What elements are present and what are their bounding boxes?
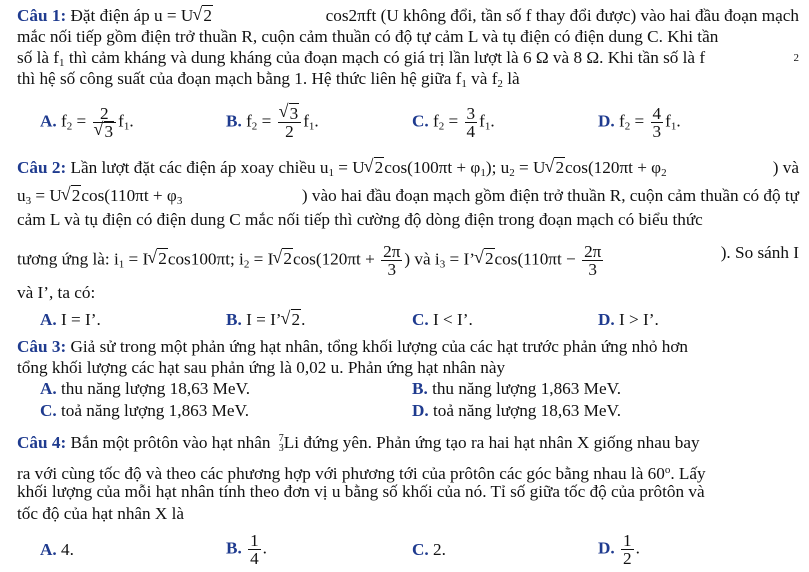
q4-option-c[interactable]: C. 2. [412,540,446,559]
q4-line-1: Câu 4: Bắn một prôtôn vào hạt nhân 7 3 Li đứng yên. Phản ứng tạo ra hai hạt nhân X giống nhau bay [17,433,700,455]
q3-option-d[interactable]: D. toả năng lượng 18,63 MeV. [412,401,622,420]
q1-line-2: mắc nối tiếp gồm điện trở thuần R, cuộn cảm thuần có độ tự cảm L và tụ điện có điện dung C. Khi tần [17,27,719,46]
question-3-label: Câu 3: [17,337,67,356]
sqrt-2: √ 2 [193,6,213,26]
q2-option-b[interactable]: B. I = I’√ 2. [226,310,305,330]
q2-option-d[interactable]: D. I > I’. [598,310,659,329]
q1-line-1 [17,6,799,26]
q2-option-a[interactable]: A. I = I’. [40,310,101,329]
q1-option-d[interactable]: D. $f_2$ = $\frac{4}{3}$ $f_1$. [598,104,681,141]
question-1-label: Câu 1: [17,6,67,25]
q4-option-a[interactable]: A. 4. [40,540,74,559]
q2-option-c[interactable]: C. I < I’. [412,310,473,329]
q2-line-1: Câu 2: Lần lượt đặt các điện áp xoay chiều $u_1 = U√$ $2\cos(100\pi t + \varphi_1)$; $u_2 = U√$ $2\cos(120\pi t + \varphi_2$ ) và [17,158,799,183]
q1-option-c[interactable]: C. $f_2$ = $\frac{3}{4}$ $f_1$. [412,104,495,141]
q4-line-3: khối lượng của mỗi hạt nhân tính theo đơn vị u bằng số khối của nó. Tỉ số giữa tốc độ của prôtôn và [17,482,705,501]
q4-line-4: tốc độ của hạt nhân X là [17,504,185,523]
q1-option-a[interactable]: A. $f_2$ = 2 √ 3 $f_1$. [40,105,134,140]
q4-option-b[interactable]: B. $\frac{1}{4}$ . [226,531,267,568]
q1-option-b[interactable]: B. $f_2$ = √ $\frac{3}{2}$ $f_1$. [226,105,319,140]
question-4-label: Câu 4: [17,433,67,452]
q2-line-4: tương ứng là: $i_1 = I√$ 2cos100πt; $i_2 = I√$ 2cos(120πt + $\frac{2\pi}{3}$ ) và $i_3$ = I’√ 2cos(110πt − $\frac{2\pi}{3}$ ). So sánh I [17,243,799,278]
q2-line-5: và I’, ta có: [17,283,96,302]
q1-text-1b: cos2πft (U không đổi, tần số f thay đổi được) vào hai đầu đoạn mạch [325,6,799,25]
q3-line-2: tổng khối lượng các hạt sau phản ứng là 0,02 u. Phản ứng hạt nhân này [17,358,506,377]
q3-option-b[interactable]: B. thu năng lượng 1,863 MeV. [412,379,622,398]
q1-text-1a: Đặt điện áp u = U [66,6,194,25]
q1-line-4: thì hệ số công suất của đoạn mạch bằng 1. Hệ thức liên hệ giữa $f_1$ và $f_2$ là [17,69,520,90]
q3-option-c[interactable]: C. toả năng lượng 1,863 MeV. [40,401,250,420]
isotope-numbers: 7 3 [278,433,284,455]
q2-line-2: $u_3 = U√$ $2\cos(110\pi t + \varphi_3$ ) vào hai đầu đoạn mạch gồm điện trở thuần R, cuộn cảm thuần có độ tự [17,186,799,211]
q4-line-2: ra với cùng tốc độ và theo các phương hợp với phương tới của prôtôn các góc bằng nhau là 60$^o$. Lấy [17,464,706,483]
q2-line-3: cảm L và tụ điện có điện dung C mắc nối tiếp thì cường độ dòng điện trong đoạn mạch có biểu thức [17,210,703,229]
q4-option-d[interactable]: D. $\frac{1}{2}$ . [598,531,640,568]
question-2-label: Câu 2: [17,158,67,177]
q1-line-3: số là $f_1$ thì cảm kháng và dung kháng của đoạn mạch có giá trị lần lượt là 6 Ω và 8 Ω. Khi tần số là f 2 [17,48,799,69]
q3-option-a[interactable]: A. thu năng lượng 18,63 MeV. [40,379,251,398]
q3-line-1: Câu 3: Giả sử trong một phản ứng hạt nhân, tổng khối lượng của các hạt trước phản ứng nhỏ hơn [17,337,689,356]
